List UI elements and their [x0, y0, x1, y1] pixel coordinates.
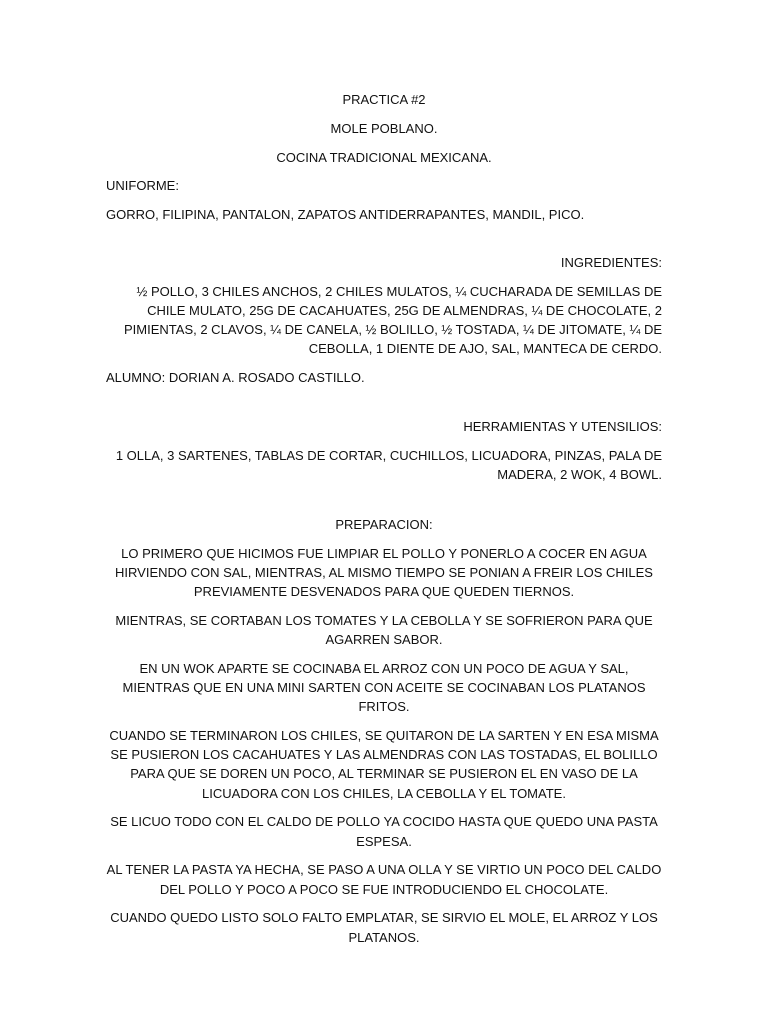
document-page: [106, 90, 662, 956]
uniform-label: UNIFORME:: [106, 178, 179, 194]
preparation-paragraph: EN UN WOK APARTE SE COCINABA EL ARROZ CON UN POCO DE AGUA Y SAL, MIENTRAS QUE EN UNA MINI SARTEN CON ACEITE SE COCINABAN LOS PLATANOS FRITOS.: [122, 660, 646, 715]
ingredients-text: ½ POLLO, 3 CHILES ANCHOS, 2 CHILES MULATOS, ¼ CUCHARADA DE SEMILLAS DE CHILE MULATO, 25G DE CACAHUATES, 25G DE ALMENDRAS, ¼ DE CHOCOLATE, 2 PIMIENTAS, 2 CLAVOS, ¼ DE CANELA, ½ BOLILLO, ½ TOSTADA, ¼ DE JITOMATE, ¼ DE CEBOLLA, 1 DIENTE DE AJO, SAL, MANTECA DE CERDO.: [124, 283, 662, 357]
student-name: ALUMNO: DORIAN A. ROSADO CASTILLO.: [106, 370, 365, 386]
ingredients-label: INGREDIENTES:: [560, 254, 662, 270]
spacer: [106, 397, 662, 417]
spacer: [106, 494, 662, 515]
preparation-paragraph: LO PRIMERO QUE HICIMOS FUE LIMPIAR EL POLLO Y PONERLO A COCER EN AGUA HIRVIENDO CON SAL, MIENTRAS, AL MISMO TIEMPO SE PONIAN A FREIR LOS CHILES PREVIAMENTE DESVENADOS PARA QUE QUEDEN TIERNOS.: [115, 545, 653, 599]
preparation-paragraph: CUANDO SE TERMINARON LOS CHILES, SE QUITARON DE LA SARTEN Y EN ESA MISMA SE PUSIERON LOS CACAHUATES Y LAS ALMENDRAS CON LAS TOSTADAS, EL BOLILLO PARA QUE SE DOREN UN POCO, AL TERMINAR SE PUSIERON EL EN VASO DE LA LICUADORA CON LOS CHILES, LA CEBOLLA Y EL TOMATE.: [109, 727, 659, 801]
preparation-label: PREPARACION:: [335, 516, 433, 532]
preparation-paragraph: SE LICUO TODO CON EL CALDO DE POLLO YA COCIDO HASTA QUE QUEDO UNA PASTA ESPESA.: [110, 814, 658, 849]
uniform-items: GORRO, FILIPINA, PANTALON, ZAPATOS ANTIDERRAPANTES, MANDIL, PICO.: [106, 207, 585, 223]
tools-label: HERRAMIENTAS Y UTENSILIOS:: [463, 418, 662, 434]
course-title: COCINA TRADICIONAL MEXICANA.: [276, 149, 492, 165]
practice-title: PRACTICA #2: [342, 92, 426, 107]
preparation-paragraph: CUANDO QUEDO LISTO SOLO FALTO EMPLATAR, SE SIRVIO EL MOLE, EL ARROZ Y LOS PLATANOS.: [110, 910, 658, 945]
preparation-paragraph: AL TENER LA PASTA YA HECHA, SE PASO A UNA OLLA Y SE VIRTIO UN POCO DEL CALDO DEL POLLO Y POCO A POCO SE FUE INTRODUCIENDO EL CHOCOLATE.: [106, 862, 662, 897]
tools-text: 1 OLLA, 3 SARTENES, TABLAS DE CORTAR, CUCHILLOS, LICUADORA, PINZAS, PALA DE MADERA, 2 WOK, 4 BOWL.: [115, 447, 662, 482]
spacer: [106, 234, 662, 253]
preparation-paragraph: MIENTRAS, SE CORTABAN LOS TOMATES Y LA CEBOLLA Y SE SOFRIERON PARA QUE AGARREN SABOR.: [115, 612, 653, 647]
dish-title: MOLE POBLANO.: [330, 120, 438, 136]
